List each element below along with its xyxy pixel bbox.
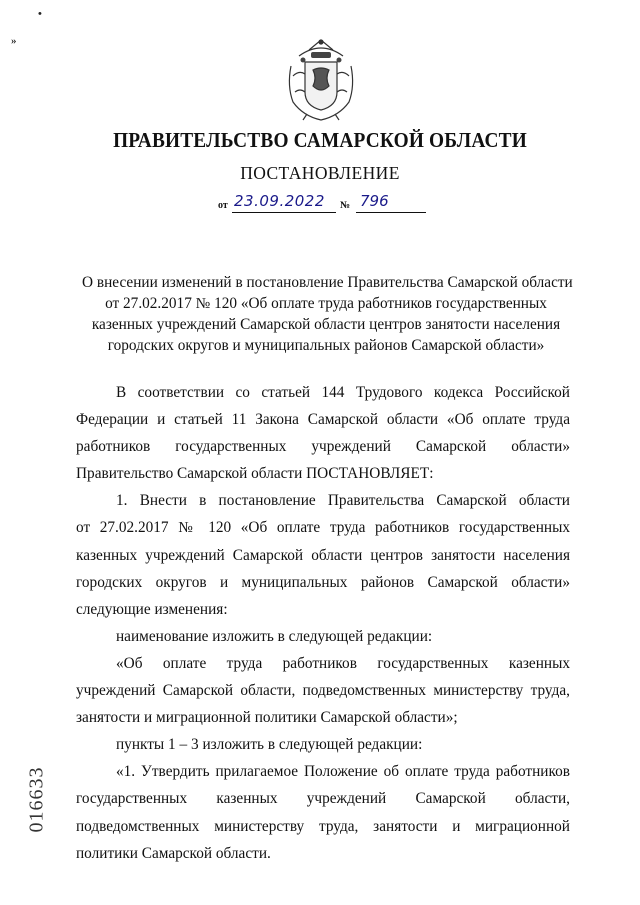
body-line: следующие изменения: [76,600,228,618]
government-title: ПРАВИТЕЛЬСТВО САМАРСКОЙ ОБЛАСТИ [113,128,527,152]
subject-line: городских округов и муниципальных районов Самарской области» [107,337,545,354]
body-line: от 27.02.2017 № 120 «Об оплате труда работников государственных [76,519,570,537]
subject-line: казенных учреждений Самарской области центров занятости населения [91,316,561,333]
number-underline [356,212,426,213]
body-line: Правительство Самарской области ПОСТАНОВЛЯЕТ: [76,465,434,483]
body-line: пункты 1 – 3 изложить в следующей редакции: [116,736,423,754]
body-line: политики Самарской области. [76,844,271,862]
body-line: Федерации и статьей 11 Закона Самарской области «Об оплате труда [76,411,570,429]
subject-line: от 27.02.2017 № 120 «Об оплате труда работников государственных [105,295,547,312]
handwritten-date: 23.09.2022 [234,192,325,210]
body-line: подведомственных министерству труда, занятости и миграционной [76,817,570,835]
margin-mark-quote: » [11,35,17,47]
document-body [76,379,570,867]
stamp-number: 016633 [25,766,48,833]
body-line: учреждений Самарской области, подведомственных министерству труда, [76,682,570,700]
registration-stamp [20,746,54,856]
document-subject [82,272,573,356]
body-line: казенных учреждений Самарской области центров занятости населения [76,546,570,564]
date-prefix-label: от [218,200,228,211]
subject-line: О внесении изменений в постановление Правительства Самарской области [82,274,573,291]
number-prefix-label: № [340,200,351,211]
body-line: «1. Утвердить прилагаемое Положение об оплате труда работников [116,763,570,781]
handwritten-number: 796 [360,192,389,210]
document-type-title: ПОСТАНОВЛЕНИЕ [240,163,400,183]
body-line: наименование изложить в следующей редакции: [116,627,433,645]
body-line: работников государственных учреждений Самарской области» [76,438,570,456]
body-line: государственных казенных учреждений Самарской области, [76,790,570,808]
coat-of-arms-icon [285,36,357,122]
margin-mark-dot: • [38,8,42,20]
body-line: 1. Внести в постановление Правительства Самарской области [116,492,570,510]
body-line: городских округов и муниципальных районов Самарской области» [76,573,570,591]
date-underline [232,212,336,213]
body-line: «Об оплате труда работников государственных казенных [116,654,570,672]
body-line: занятости и миграционной политики Самарской области»; [76,709,458,727]
body-line: В соответствии со статьей 144 Трудового кодекса Российской [116,384,570,401]
